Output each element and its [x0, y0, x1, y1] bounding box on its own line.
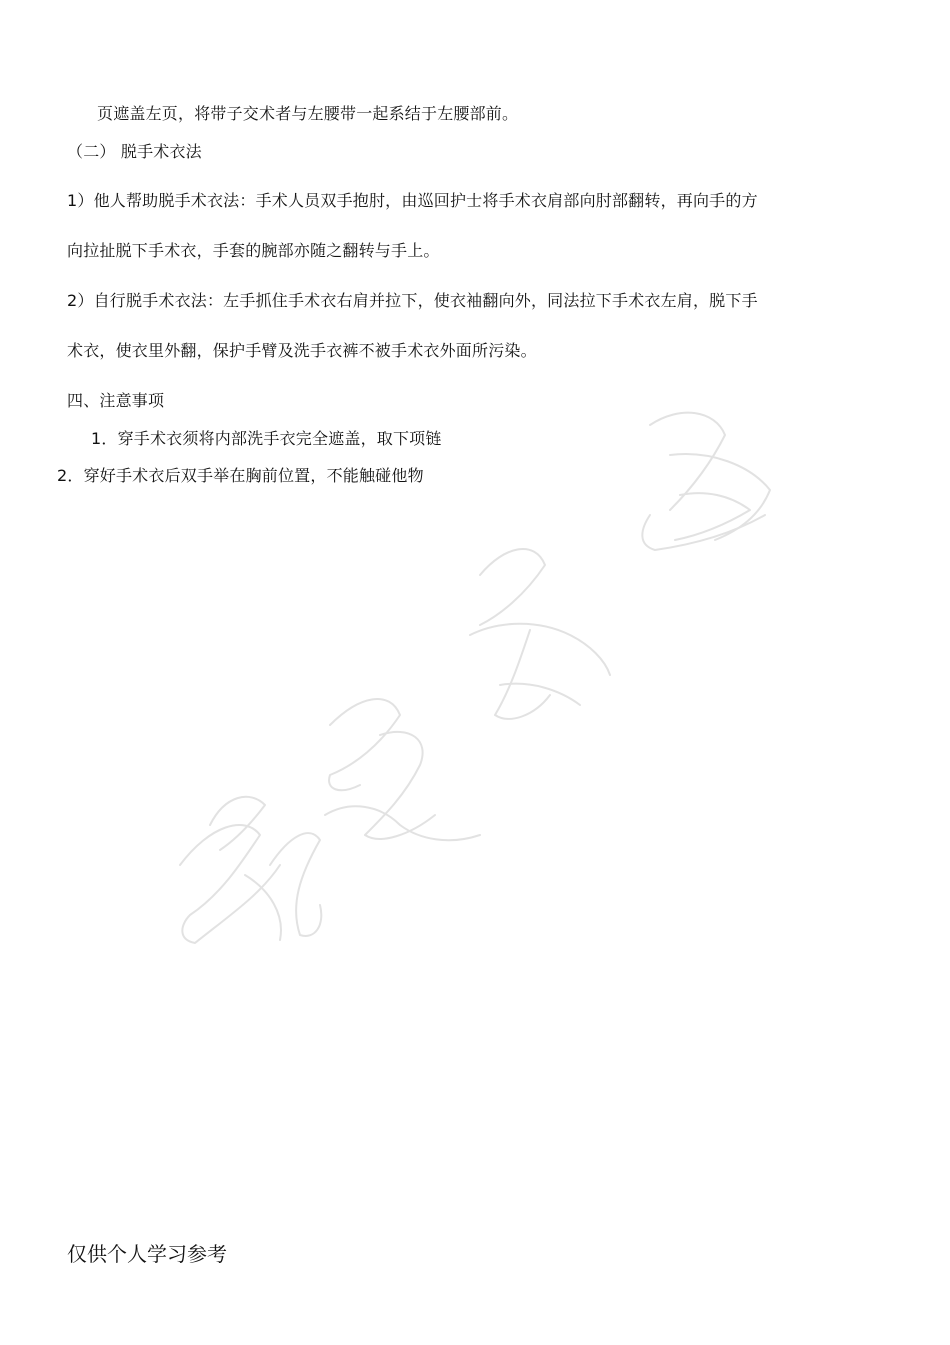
- precaution-item-2: 2．穿好手术衣后双手举在胸前位置，不能触碰他物: [57, 466, 424, 485]
- watermark-char-2: [325, 699, 480, 840]
- paragraph-self-removal-line1: 2）自行脱手术衣法：左手抓住手术衣右肩并拉下，使衣袖翻向外，同法拉下手术衣左肩，脱下手: [67, 291, 758, 310]
- watermark-char-3: [470, 549, 610, 719]
- section-heading-precautions: 四、注意事项: [67, 391, 165, 410]
- paragraph-self-removal-line2: 术衣，使衣里外翻，保护手臂及洗手衣裤不被手术衣外面所污染。: [67, 341, 537, 360]
- watermark-char-1: [180, 797, 321, 943]
- paragraph-assisted-removal-line1: 1）他人帮助脱手术衣法：手术人员双手抱肘，由巡回护士将手术衣肩部向肘部翻转，再向手的方: [67, 191, 758, 210]
- precaution-item-1: 1．穿手术衣须将内部洗手衣完全遮盖，取下项链: [91, 429, 442, 448]
- section-heading-remove-gown: （二） 脱手术衣法: [67, 142, 202, 161]
- paragraph-continuation: 页遮盖左页，将带子交术者与左腰带一起系结于左腰部前。: [97, 104, 519, 123]
- paragraph-assisted-removal-line2: 向拉扯脱下手术衣，手套的腕部亦随之翻转与手上。: [67, 241, 440, 260]
- watermark-char-4: [642, 413, 770, 550]
- footer-note: 仅供个人学习参考: [67, 1242, 227, 1266]
